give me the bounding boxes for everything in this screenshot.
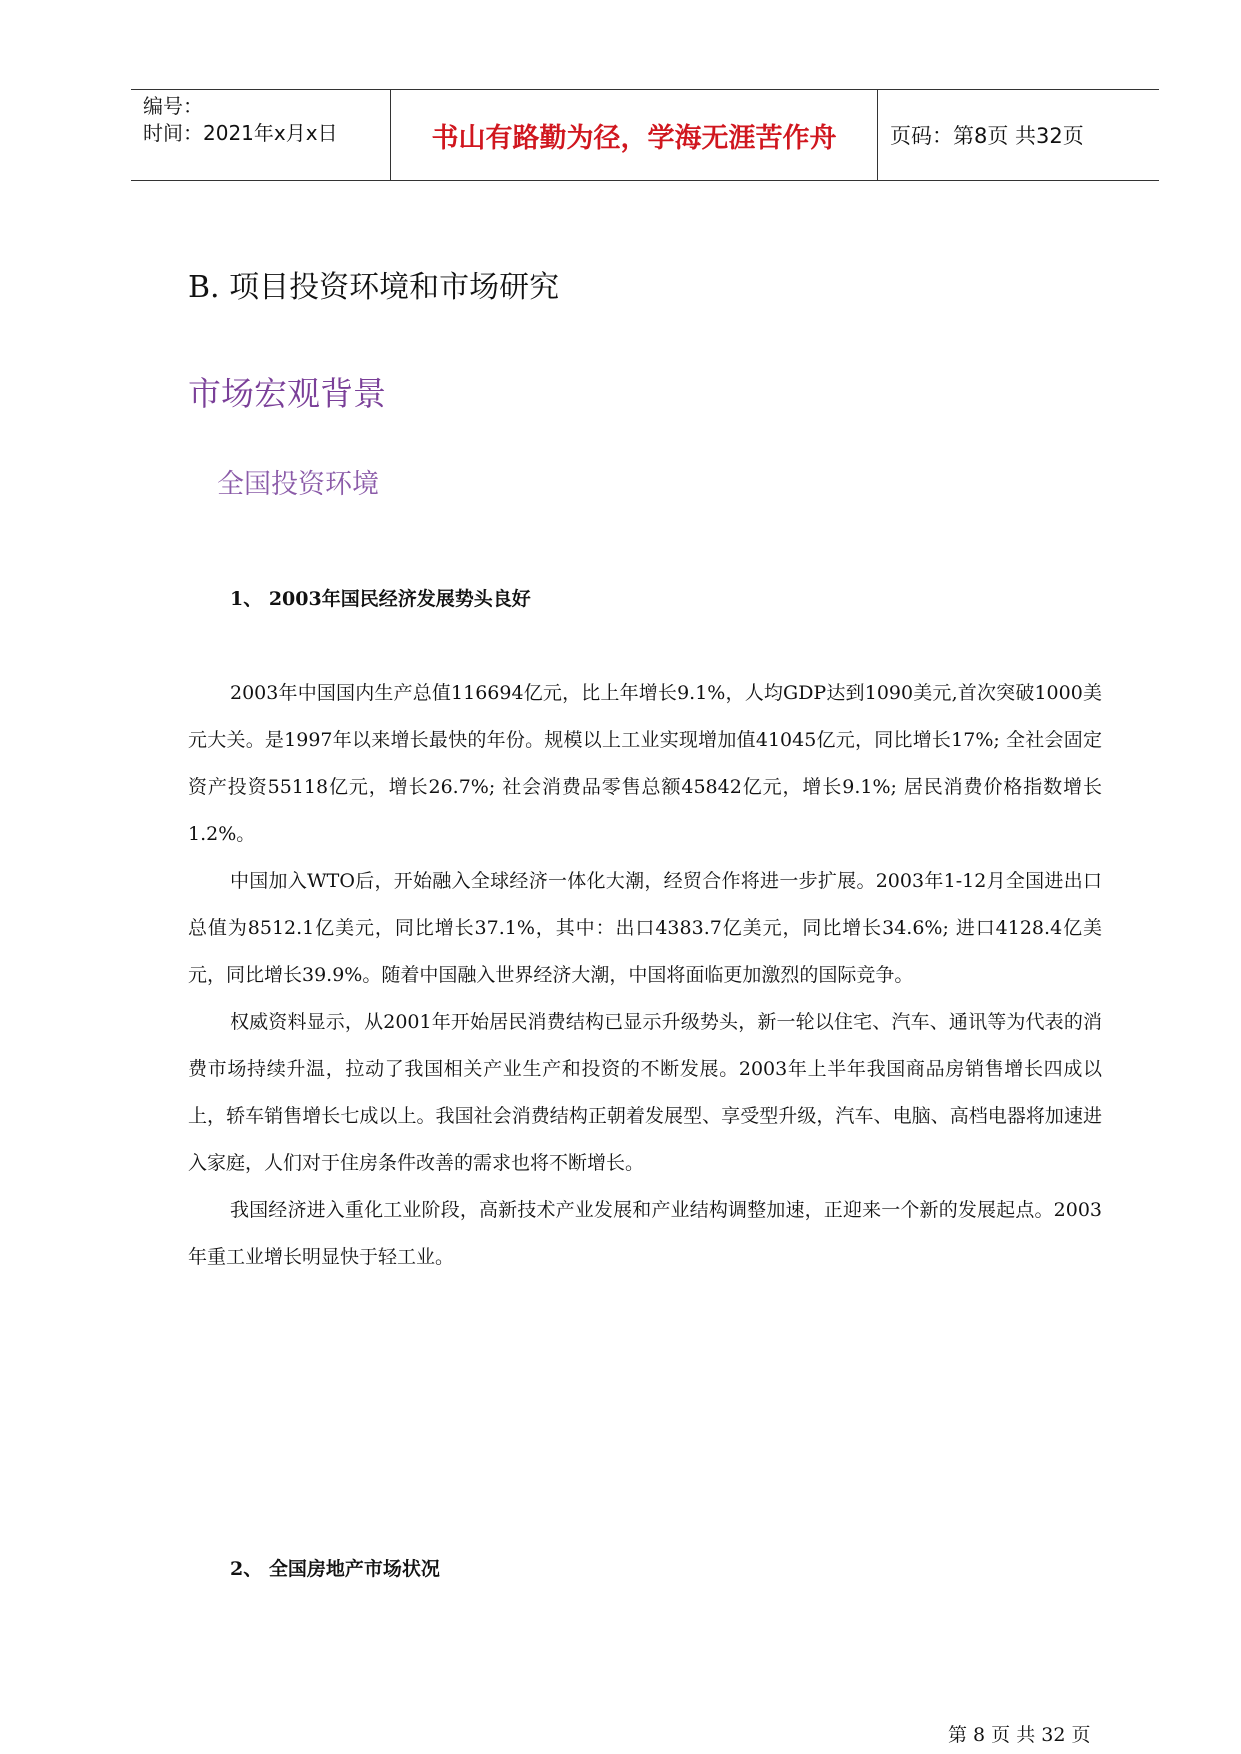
item-1-title: 1、 2003年国民经济发展势头良好 xyxy=(230,588,531,610)
sub-title: 全国投资环境 xyxy=(217,469,379,500)
header-motto: 书山有路勤为径，学海无涯苦作舟 xyxy=(391,90,878,180)
section-title: B. 项目投资环境和市场研究 xyxy=(188,270,560,305)
item-2-title: 2、 全国房地产市场状况 xyxy=(230,1558,440,1580)
paragraph-1: 2003年中国国内生产总值116694亿元，比上年增长9.1%，人均GDP达到1090美元,首次突破1000美元大关。是1997年以来增长最快的年份。规模以上工业实现增加值41045亿元，同比增长17%; 全社会固定资产投资55118亿元，增长26.7%; 社会消费品零售总额45842亿元，增长9.1%; 居民消费价格指数增长1.2%。 xyxy=(188,682,1102,845)
body-text xyxy=(188,670,1102,1281)
time-label: 时间：2021年x月x日 xyxy=(143,121,338,145)
paragraph-2: 中国加入WTO后，开始融入全球经济一体化大潮，经贸合作将进一步扩展。2003年1-12月全国进出口总值为8512.1亿美元，同比增长37.1%，其中：出口4383.7亿美元，同比增长34.6%; 进口4128.4亿美元，同比增长39.9%。随着中国融入世界经济大潮，中国将面临更加激烈的国际竞争。 xyxy=(188,870,1102,986)
number-label: 编号： xyxy=(143,94,203,118)
header-page-info: 页码：第8页 共32页 xyxy=(890,124,1084,148)
header-left-cell xyxy=(131,90,391,180)
page-footer: 第 8 页 共 32 页 xyxy=(948,1724,1091,1746)
paragraph-3: 权威资料显示，从2001年开始居民消费结构已显示升级势头，新一轮以住宅、汽车、通讯等为代表的消费市场持续升温，拉动了我国相关产业生产和投资的不断发展。2003年上半年我国商品房销售增长四成以上，轿车销售增长七成以上。我国社会消费结构正朝着发展型、享受型升级，汽车、电脑、高档电器将加速进入家庭，人们对于住房条件改善的需求也将不断增长。 xyxy=(188,1011,1102,1174)
paragraph-4: 我国经济进入重化工业阶段，高新技术产业发展和产业结构调整加速，正迎来一个新的发展起点。2003年重工业增长明显快于轻工业。 xyxy=(188,1199,1102,1268)
macro-title: 市场宏观背景 xyxy=(188,374,386,413)
page-header xyxy=(131,89,1159,181)
